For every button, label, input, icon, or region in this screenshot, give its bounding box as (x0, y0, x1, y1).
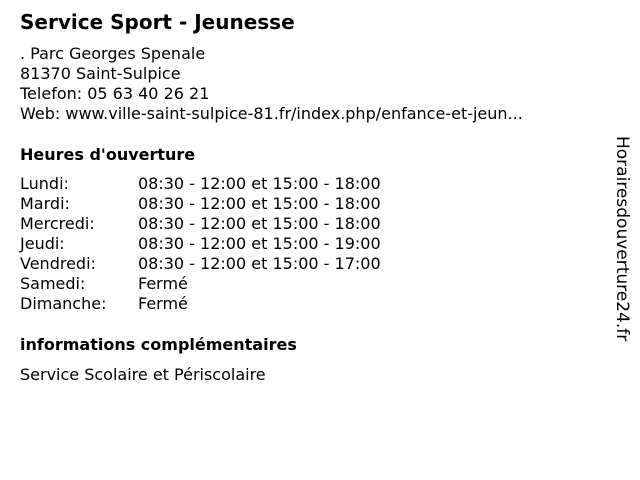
page-title: Service Sport - Jeunesse (20, 10, 295, 34)
day-label: Mardi: (20, 194, 70, 213)
day-label: Jeudi: (20, 234, 65, 253)
site-watermark: Horairesdouverture24.fr (612, 136, 632, 342)
time-value: 08:30 - 12:00 et 15:00 - 18:00 (138, 194, 381, 213)
time-value: Fermé (138, 294, 188, 313)
day-label: Dimanche: (20, 294, 107, 313)
time-value: 08:30 - 12:00 et 15:00 - 17:00 (138, 254, 381, 273)
additional-info-heading: informations complémentaires (20, 335, 297, 354)
day-label: Mercredi: (20, 214, 95, 233)
website-link: Web: www.ville-saint-sulpice-81.fr/index.php/enfance-et-jeun... (20, 104, 523, 123)
day-label: Lundi: (20, 174, 69, 193)
time-value: 08:30 - 12:00 et 15:00 - 18:00 (138, 174, 381, 193)
address-block (20, 44, 523, 124)
opening-hours-heading: Heures d'ouverture (20, 145, 196, 164)
time-value: Fermé (138, 274, 188, 293)
additional-info-text: Service Scolaire et Périscolaire (20, 365, 266, 384)
day-label: Samedi: (20, 274, 86, 293)
street-address: . Parc Georges Spenale (20, 44, 206, 63)
time-value: 08:30 - 12:00 et 15:00 - 18:00 (138, 214, 381, 233)
time-value: 08:30 - 12:00 et 15:00 - 19:00 (138, 234, 381, 253)
phone-number: Telefon: 05 63 40 26 21 (20, 84, 210, 103)
day-label: Vendredi: (20, 254, 96, 273)
city-address: 81370 Saint-Sulpice (20, 64, 181, 83)
